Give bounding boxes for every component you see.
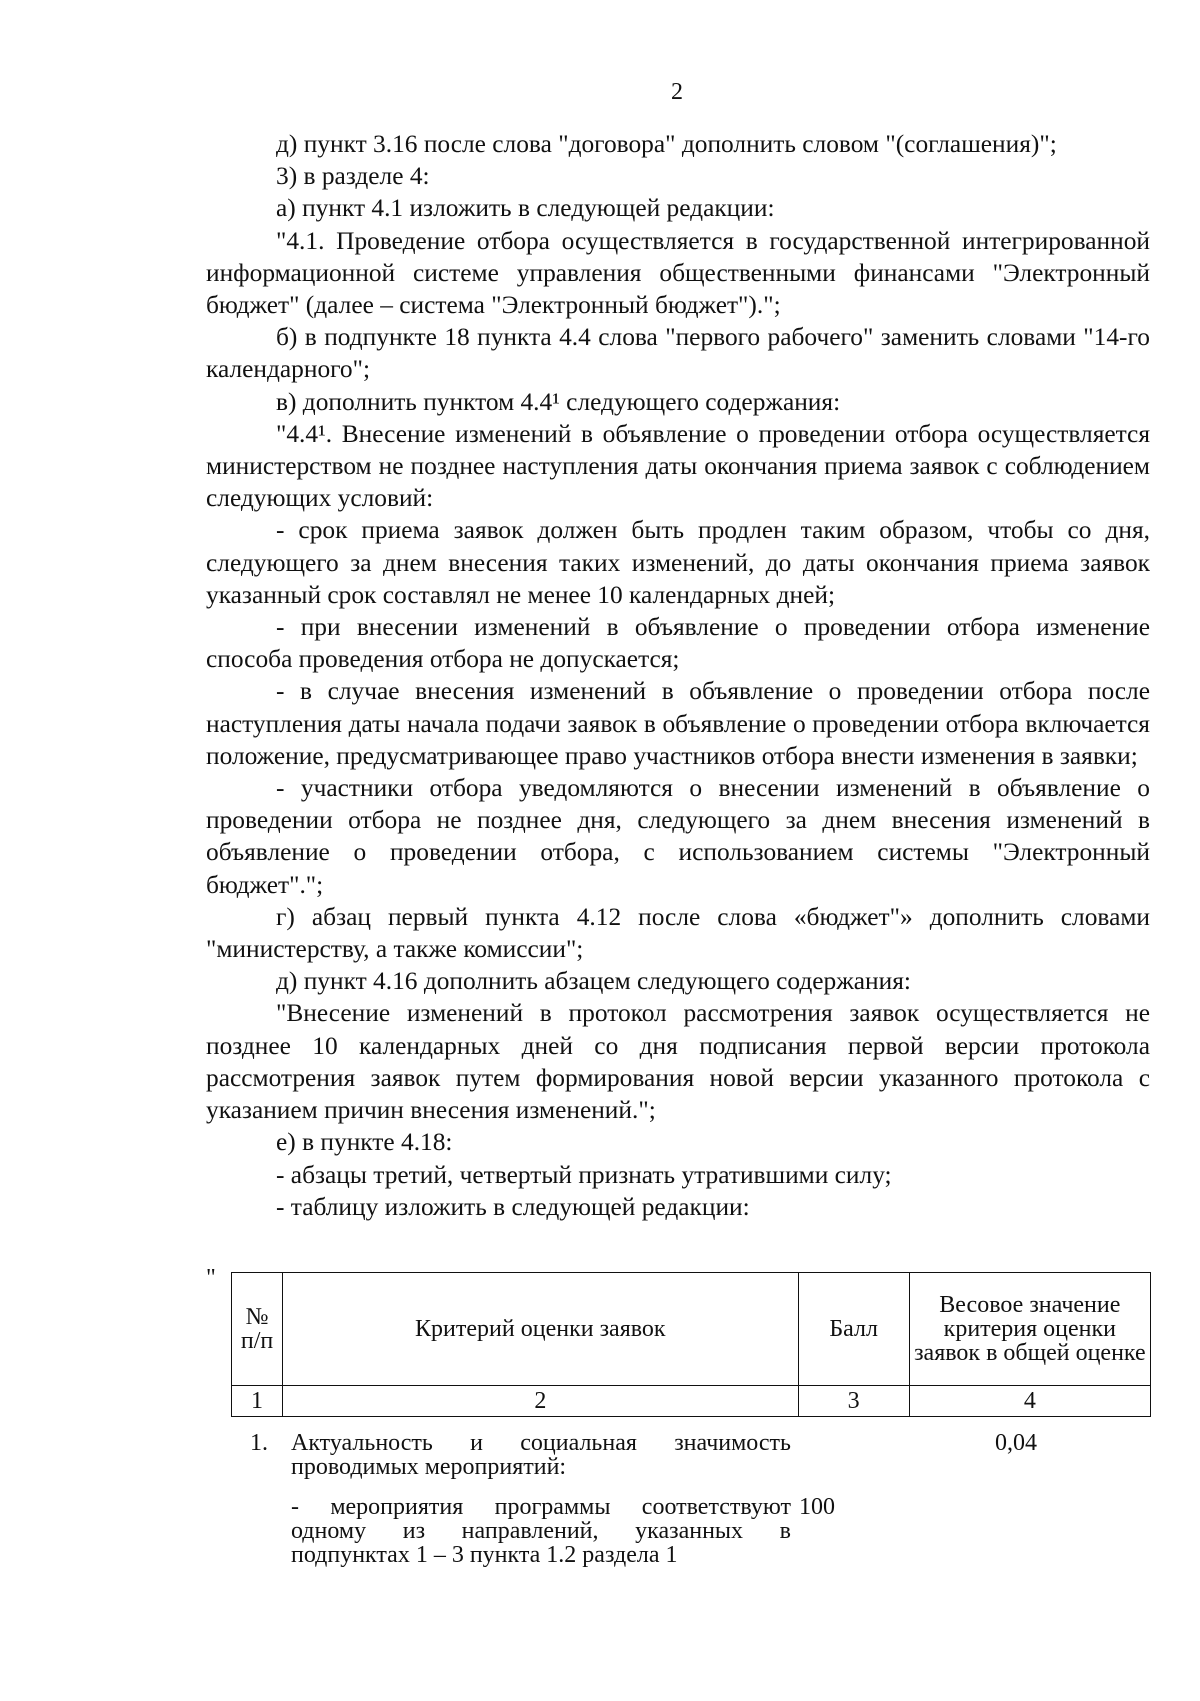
paragraph: а) пункт 4.1 изложить в следующей редакции: <box>276 194 775 223</box>
paragraph: д) пункт 4.16 дополнить абзацем следующего содержания: <box>276 967 911 996</box>
paragraph: - при внесении изменений в объявление о проведении отбора изменение способа проведения отбора не допускается; <box>206 613 1150 674</box>
column-number: 3 <box>798 1386 909 1417</box>
header-criterion: Критерий оценки заявок <box>283 1273 799 1386</box>
paragraph: "4.1. Проведение отбора осуществляется в государственной интегрированной информационной системе управления общественными финансами "Электронный бюджет" (далее – система "Электронный бюджет")."; <box>206 226 1150 320</box>
criteria-table <box>231 1272 1151 1417</box>
paragraph: - в случае внесения изменений в объявление о проведении отбора после наступления даты начала подачи заявок в объявление о проведении отбора включается положение, предусматривающее право участников отбора внести изменения в заявки; <box>206 677 1150 770</box>
row-score: 100 <box>799 1494 835 1520</box>
table-column-number-row <box>232 1386 1151 1417</box>
paragraph: - таблицу изложить в следующей редакции: <box>276 1192 750 1221</box>
paragraph: "4.4¹. Внесение изменений в объявление о проведении отбора осуществляется министерством не позднее наступления даты окончания приема заявок с соблюдением следующих условий: <box>206 419 1150 513</box>
page-number: 2 <box>671 79 683 105</box>
table-open-quote: " <box>206 1265 216 1291</box>
paragraph: в) дополнить пунктом 4.4¹ следующего содержания: <box>276 387 841 416</box>
row-sub-criterion: - мероприятия программы соответствуют одному из направлений, указанных в подпунктах 1 – 3 пункта 1.2 раздела 1 <box>291 1494 791 1568</box>
header-score: Балл <box>798 1273 909 1386</box>
column-number: 1 <box>232 1386 283 1417</box>
header-number: № п/п <box>232 1273 283 1386</box>
header-weight: Весовое значение критерия оценки заявок в общей оценке <box>909 1273 1150 1386</box>
paragraph: г) абзац первый пункта 4.12 после слова «бюджет"» дополнить словами "министерству, а также комиссии"; <box>206 902 1150 964</box>
paragraph: - абзацы третий, четвертый признать утратившими силу; <box>276 1160 892 1189</box>
row-criterion: Актуальность и социальная значимость проводимых мероприятий: <box>291 1430 791 1480</box>
paragraph: б) в подпункте 18 пункта 4.4 слова "первого рабочего" заменить словами "14-го календарного"; <box>206 323 1150 384</box>
paragraph: 3) в разделе 4: <box>276 162 430 191</box>
document-body <box>206 128 1150 1223</box>
paragraph: е) в пункте 4.18: <box>276 1128 453 1157</box>
row-weight: 0,04 <box>995 1430 1037 1456</box>
paragraph: - срок приема заявок должен быть продлен таким образом, чтобы со дня, следующего за днем внесения таких изменений, до даты окончания приема заявок указанный срок составлял не менее 10 календарных дней; <box>206 516 1150 609</box>
paragraph: д) пункт 3.16 после слова "договора" дополнить словом "(соглашения)"; <box>276 130 1057 158</box>
paragraph: - участники отбора уведомляются о внесении изменений в объявление о проведении отбора не позднее дня, следующего за днем внесения изменений в объявление о проведении отбора, с использованием системы "Электронный бюджет"."; <box>206 774 1150 899</box>
table-header-row <box>232 1273 1151 1386</box>
column-number: 2 <box>283 1386 799 1417</box>
paragraph: "Внесение изменений в протокол рассмотрения заявок осуществляется не позднее 10 календарных дней со дня подписания первой версии протокола рассмотрения заявок путем формирования новой версии указанного протокола с указанием причин внесения изменений."; <box>206 999 1150 1125</box>
column-number: 4 <box>909 1386 1150 1417</box>
row-number: 1. <box>250 1430 268 1456</box>
